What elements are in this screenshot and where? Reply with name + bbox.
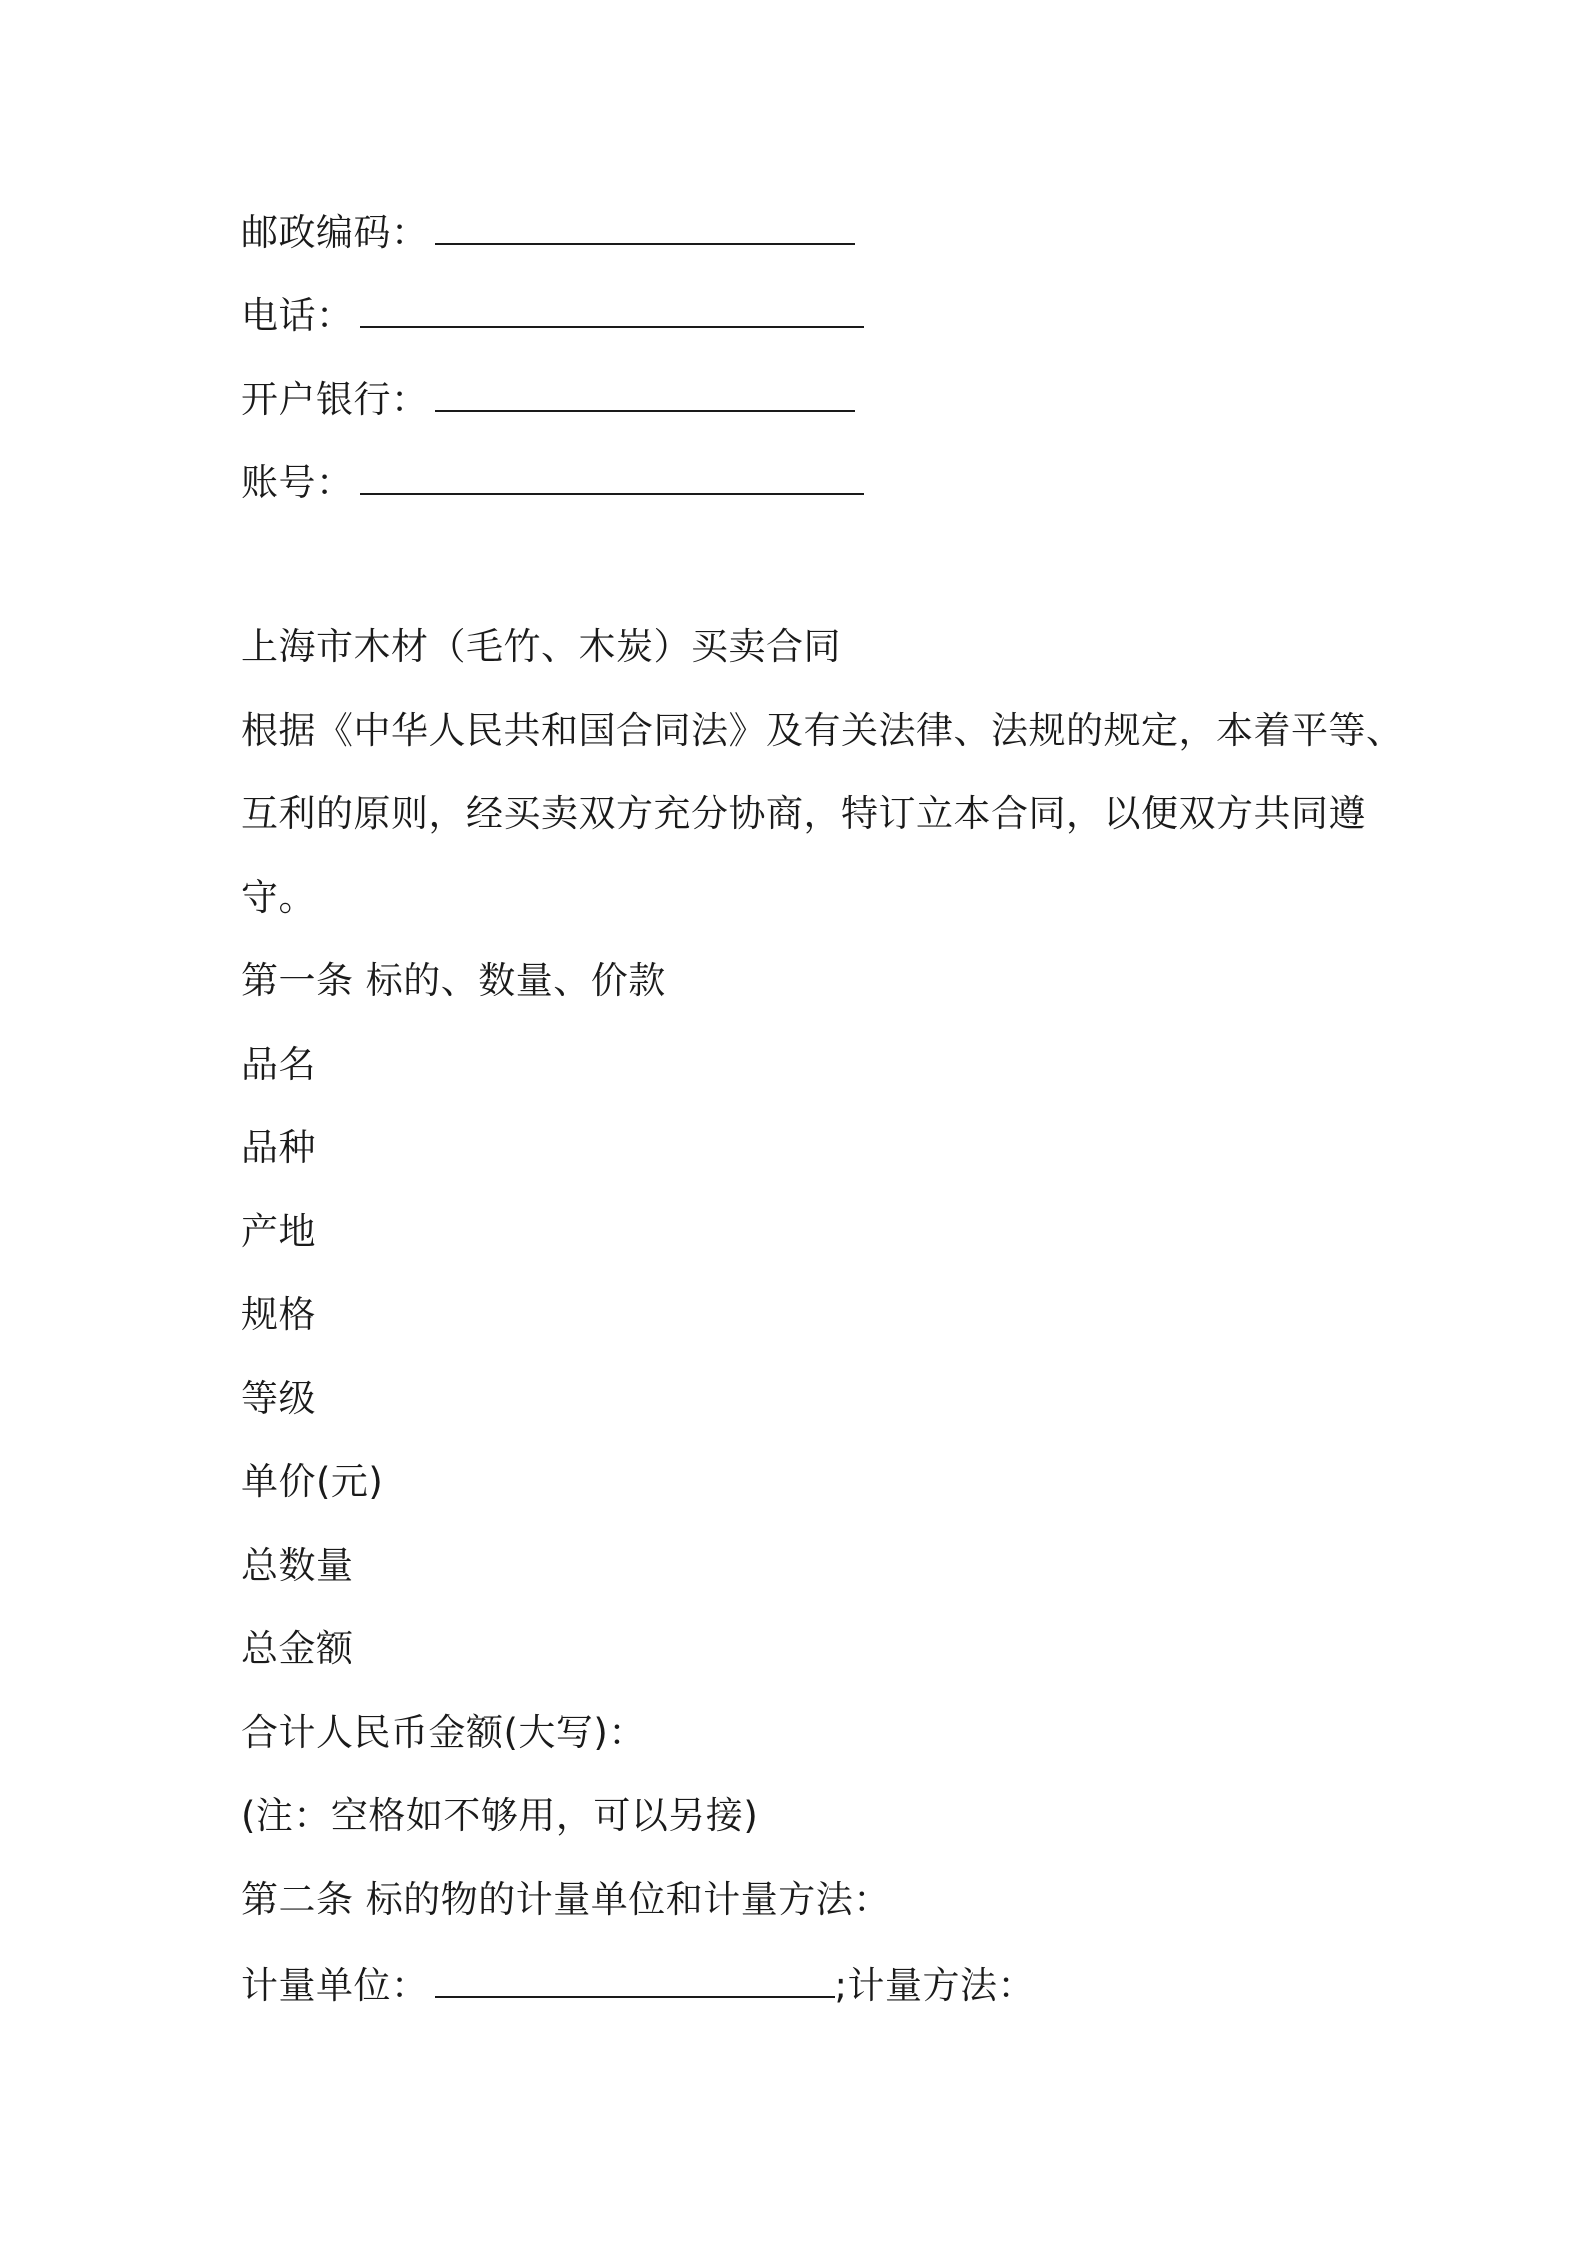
contract-title: 上海市木材（毛竹、木炭）买卖合同 <box>241 625 841 668</box>
item-spec: 规格 <box>241 1293 316 1336</box>
item-total-quantity: 总数量 <box>241 1544 354 1587</box>
article1-heading: 第一条 标的、数量、价款 <box>241 959 666 1002</box>
phone-field <box>241 288 864 338</box>
item-variety: 品种 <box>241 1126 316 1169</box>
preamble-line: 根据《中华人民共和国合同法》及有关法律、法规的规定，本着平等、 <box>241 709 1404 752</box>
bank-blank <box>435 372 855 412</box>
account-field <box>241 455 864 505</box>
postal-code-label: 邮政编码： <box>241 211 429 254</box>
bank-field <box>241 372 855 422</box>
account-blank <box>360 455 864 495</box>
unit-label: 计量单位： <box>241 1964 429 2007</box>
item-total-amount: 总金额 <box>241 1627 354 1670</box>
bank-label: 开户银行： <box>241 378 429 421</box>
preamble-line: 互利的原则，经买卖双方充分协商，特订立本合同，以便双方共同遵 <box>241 792 1366 835</box>
preamble-line: 守。 <box>241 876 316 919</box>
phone-label: 电话： <box>241 294 354 337</box>
item-origin: 产地 <box>241 1210 316 1253</box>
item-grade: 等级 <box>241 1377 316 1420</box>
total-rmb-label: 合计人民币金额(大写)： <box>241 1711 646 1754</box>
account-label: 账号： <box>241 461 354 504</box>
postal-code-field <box>241 205 855 255</box>
phone-blank <box>360 288 864 328</box>
article2-heading: 第二条 标的物的计量单位和计量方法： <box>241 1878 891 1921</box>
unit-blank <box>435 1958 835 1998</box>
postal-code-blank <box>435 205 855 245</box>
method-label: ;计量方法： <box>834 1964 1035 2007</box>
item-name: 品名 <box>241 1043 316 1086</box>
measurement-field <box>241 1958 1035 2008</box>
item-unit-price: 单价(元) <box>241 1460 384 1503</box>
note-text: (注：空格如不够用，可以另接) <box>241 1794 759 1837</box>
